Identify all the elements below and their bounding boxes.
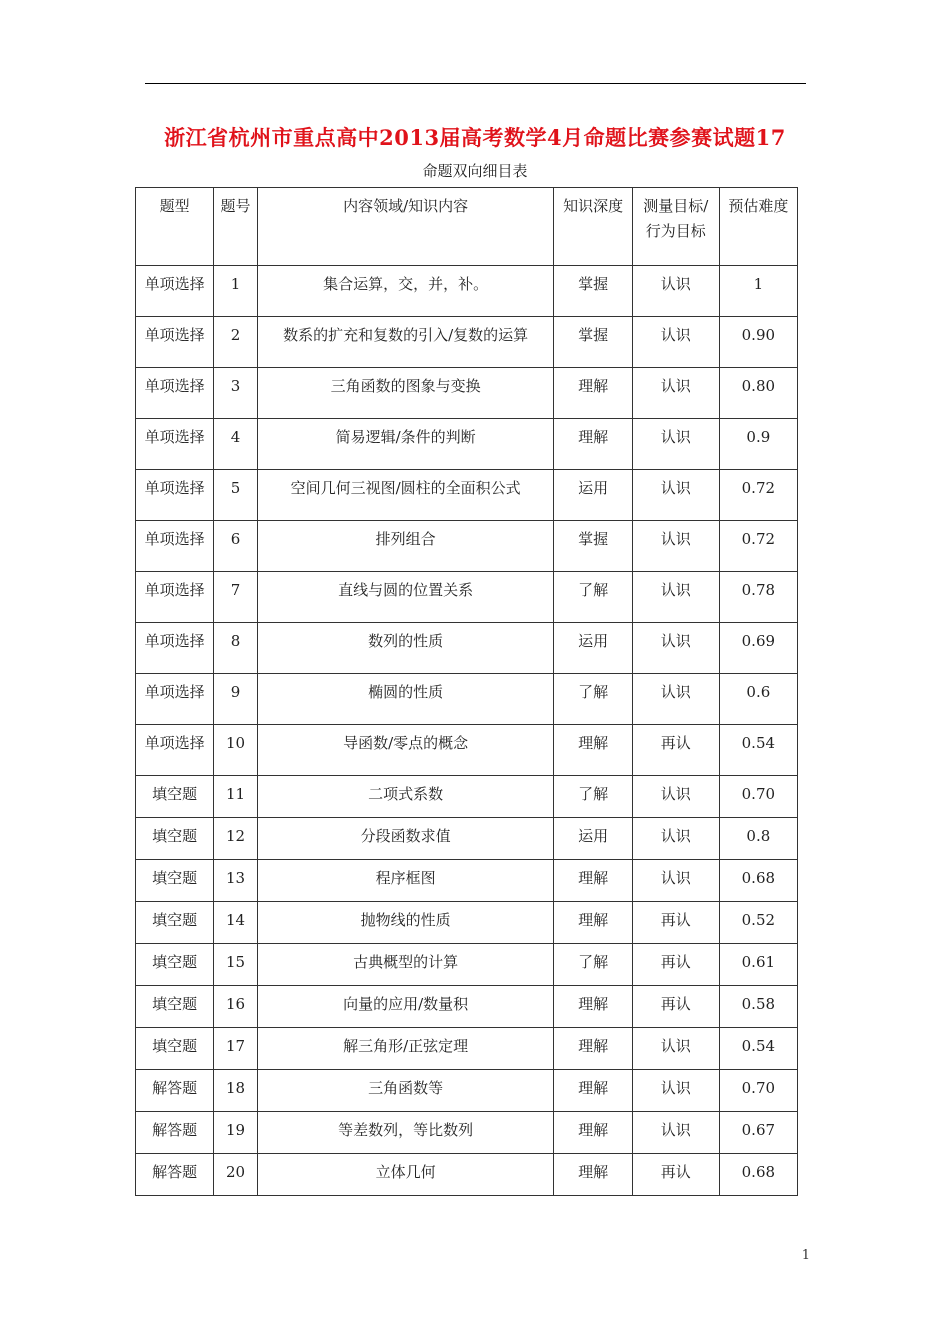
cell-goal: 认识	[632, 572, 719, 623]
cell-goal: 认识	[632, 1028, 719, 1070]
document-title: 浙江省杭州市重点高中2013届高考数学4月命题比赛参赛试题17	[164, 125, 786, 150]
table-row	[136, 266, 798, 317]
cell-difficulty: 0.8	[719, 818, 797, 860]
cell-difficulty: 0.68	[719, 1154, 797, 1196]
table-row	[136, 521, 798, 572]
table-row	[136, 1154, 798, 1196]
cell-type: 填空题	[136, 944, 214, 986]
table-row	[136, 986, 798, 1028]
cell-difficulty: 0.68	[719, 860, 797, 902]
cell-depth: 运用	[554, 623, 632, 674]
cell-depth: 了解	[554, 674, 632, 725]
cell-goal: 认识	[632, 521, 719, 572]
cell-goal: 再认	[632, 944, 719, 986]
table-row	[136, 1028, 798, 1070]
cell-type: 单项选择	[136, 419, 214, 470]
cell-content: 程序框图	[257, 860, 554, 902]
cell-depth: 运用	[554, 818, 632, 860]
cell-depth: 掌握	[554, 317, 632, 368]
cell-content: 立体几何	[257, 1154, 554, 1196]
table-row	[136, 419, 798, 470]
table-row	[136, 944, 798, 986]
cell-difficulty: 0.69	[719, 623, 797, 674]
cell-difficulty: 0.52	[719, 902, 797, 944]
cell-number: 8	[214, 623, 257, 674]
cell-content: 直线与圆的位置关系	[257, 572, 554, 623]
cell-type: 填空题	[136, 776, 214, 818]
cell-difficulty: 0.70	[719, 776, 797, 818]
cell-number: 7	[214, 572, 257, 623]
cell-number: 13	[214, 860, 257, 902]
table-header-row	[136, 188, 798, 266]
cell-difficulty: 0.61	[719, 944, 797, 986]
cell-content: 分段函数求值	[257, 818, 554, 860]
cell-depth: 理解	[554, 725, 632, 776]
cell-number: 17	[214, 1028, 257, 1070]
cell-difficulty: 0.72	[719, 470, 797, 521]
cell-type: 解答题	[136, 1070, 214, 1112]
cell-type: 填空题	[136, 1028, 214, 1070]
table-row	[136, 818, 798, 860]
table-row	[136, 368, 798, 419]
cell-number: 20	[214, 1154, 257, 1196]
cell-content: 数系的扩充和复数的引入/复数的运算	[257, 317, 554, 368]
cell-difficulty: 0.70	[719, 1070, 797, 1112]
cell-number: 6	[214, 521, 257, 572]
cell-difficulty: 0.67	[719, 1112, 797, 1154]
cell-content: 抛物线的性质	[257, 902, 554, 944]
cell-difficulty: 0.58	[719, 986, 797, 1028]
cell-content: 二项式系数	[257, 776, 554, 818]
cell-number: 15	[214, 944, 257, 986]
cell-difficulty: 0.6	[719, 674, 797, 725]
cell-goal: 认识	[632, 470, 719, 521]
cell-difficulty: 0.80	[719, 368, 797, 419]
cell-content: 三角函数等	[257, 1070, 554, 1112]
cell-goal: 认识	[632, 623, 719, 674]
cell-content: 集合运算，交，并，补。	[257, 266, 554, 317]
cell-difficulty: 0.90	[719, 317, 797, 368]
cell-content: 古典概型的计算	[257, 944, 554, 986]
cell-depth: 了解	[554, 776, 632, 818]
cell-number: 18	[214, 1070, 257, 1112]
cell-depth: 理解	[554, 1028, 632, 1070]
cell-type: 填空题	[136, 818, 214, 860]
cell-number: 4	[214, 419, 257, 470]
header-difficulty: 预估难度	[719, 188, 797, 266]
cell-type: 单项选择	[136, 317, 214, 368]
header-goal: 测量目标/行为目标	[632, 188, 719, 266]
cell-content: 空间几何三视图/圆柱的全面积公式	[257, 470, 554, 521]
cell-goal: 认识	[632, 266, 719, 317]
cell-content: 简易逻辑/条件的判断	[257, 419, 554, 470]
cell-difficulty: 0.72	[719, 521, 797, 572]
cell-type: 单项选择	[136, 266, 214, 317]
cell-goal: 再认	[632, 725, 719, 776]
cell-content: 向量的应用/数量积	[257, 986, 554, 1028]
cell-depth: 掌握	[554, 521, 632, 572]
cell-depth: 了解	[554, 944, 632, 986]
cell-goal: 再认	[632, 902, 719, 944]
header-content: 内容领域/知识内容	[257, 188, 554, 266]
cell-number: 3	[214, 368, 257, 419]
cell-goal: 认识	[632, 419, 719, 470]
cell-content: 椭圆的性质	[257, 674, 554, 725]
cell-goal: 认识	[632, 860, 719, 902]
cell-type: 填空题	[136, 860, 214, 902]
table-row	[136, 776, 798, 818]
table-row	[136, 725, 798, 776]
table-row	[136, 317, 798, 368]
cell-content: 解三角形/正弦定理	[257, 1028, 554, 1070]
cell-number: 16	[214, 986, 257, 1028]
cell-goal: 再认	[632, 986, 719, 1028]
cell-type: 单项选择	[136, 521, 214, 572]
cell-depth: 理解	[554, 860, 632, 902]
table-caption: 命题双向细目表	[422, 162, 528, 180]
cell-number: 5	[214, 470, 257, 521]
header-rule	[145, 83, 806, 84]
cell-goal: 认识	[632, 1070, 719, 1112]
cell-goal: 认识	[632, 317, 719, 368]
cell-number: 1	[214, 266, 257, 317]
cell-type: 填空题	[136, 986, 214, 1028]
cell-number: 19	[214, 1112, 257, 1154]
cell-content: 数列的性质	[257, 623, 554, 674]
cell-difficulty: 0.54	[719, 1028, 797, 1070]
table-row	[136, 470, 798, 521]
cell-type: 单项选择	[136, 572, 214, 623]
cell-content: 等差数列，等比数列	[257, 1112, 554, 1154]
header-number: 题号	[214, 188, 257, 266]
cell-number: 14	[214, 902, 257, 944]
cell-type: 解答题	[136, 1112, 214, 1154]
cell-number: 10	[214, 725, 257, 776]
table-row	[136, 1112, 798, 1154]
cell-depth: 运用	[554, 470, 632, 521]
cell-type: 单项选择	[136, 470, 214, 521]
cell-goal: 认识	[632, 818, 719, 860]
cell-depth: 理解	[554, 986, 632, 1028]
cell-goal: 再认	[632, 1154, 719, 1196]
cell-goal: 认识	[632, 368, 719, 419]
cell-number: 9	[214, 674, 257, 725]
table-row	[136, 572, 798, 623]
cell-depth: 理解	[554, 1070, 632, 1112]
cell-content: 三角函数的图象与变换	[257, 368, 554, 419]
page-number: 1	[801, 1248, 810, 1263]
cell-type: 解答题	[136, 1154, 214, 1196]
cell-content: 排列组合	[257, 521, 554, 572]
cell-goal: 认识	[632, 1112, 719, 1154]
table-row	[136, 674, 798, 725]
header-depth: 知识深度	[554, 188, 632, 266]
cell-depth: 理解	[554, 1154, 632, 1196]
cell-type: 填空题	[136, 902, 214, 944]
cell-difficulty: 0.78	[719, 572, 797, 623]
cell-difficulty: 1	[719, 266, 797, 317]
cell-depth: 理解	[554, 368, 632, 419]
cell-difficulty: 0.9	[719, 419, 797, 470]
cell-depth: 理解	[554, 419, 632, 470]
cell-depth: 了解	[554, 572, 632, 623]
cell-number: 2	[214, 317, 257, 368]
cell-type: 单项选择	[136, 674, 214, 725]
cell-goal: 认识	[632, 776, 719, 818]
table-row	[136, 1070, 798, 1112]
cell-type: 单项选择	[136, 368, 214, 419]
header-type: 题型	[136, 188, 214, 266]
cell-number: 12	[214, 818, 257, 860]
cell-content: 导函数/零点的概念	[257, 725, 554, 776]
cell-depth: 掌握	[554, 266, 632, 317]
cell-difficulty: 0.54	[719, 725, 797, 776]
cell-type: 单项选择	[136, 725, 214, 776]
cell-goal: 认识	[632, 674, 719, 725]
table-row	[136, 860, 798, 902]
table-row	[136, 623, 798, 674]
specification-table	[135, 187, 798, 1196]
cell-type: 单项选择	[136, 623, 214, 674]
cell-number: 11	[214, 776, 257, 818]
cell-depth: 理解	[554, 1112, 632, 1154]
table-row	[136, 902, 798, 944]
cell-depth: 理解	[554, 902, 632, 944]
